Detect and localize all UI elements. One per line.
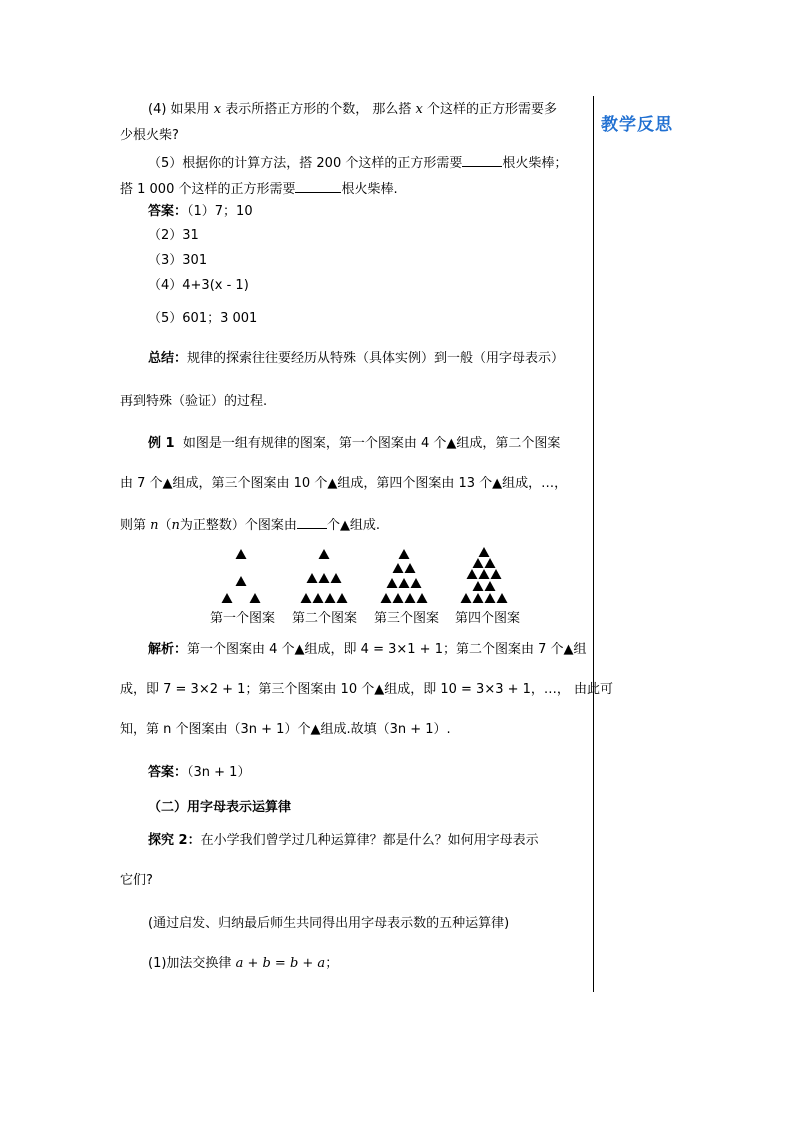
triangle-mark [497, 593, 508, 603]
answer-blank [462, 152, 502, 167]
triangle-mark [222, 593, 233, 603]
figure-label-1: 第一个图案 [210, 611, 276, 626]
answer1-item-4: （4）4+3(x - 1) [148, 278, 249, 293]
figure-label-3: 第三个图案 [374, 611, 440, 626]
answer1-item-2: （2）31 [148, 228, 199, 243]
triangle-mark [387, 578, 398, 588]
explore2-line1: 探究 2：在小学我们曾学过几种运算律？都是什么？如何用字母表示 [148, 833, 539, 848]
triangle-mark [485, 558, 496, 568]
analysis-line2: 成，即 7 = 3×2 + 1；第三个图案由 10 个▲组成，即 10 = 3×3 + 1，…， 由此可 [120, 682, 614, 697]
triangle-mark [399, 549, 410, 559]
example1-line2: 由 7 个▲组成，第三个图案由 10 个▲组成，第四个图案由 13 个▲组成，…， [120, 476, 568, 491]
triangle-mark [313, 593, 324, 603]
triangle-mark [467, 569, 478, 579]
triangle-mark [393, 593, 404, 603]
triangle-mark [479, 569, 490, 579]
explore2-line2: 它们? [120, 873, 153, 888]
triangle-mark [307, 573, 318, 583]
q5-line2: 搭 1 000 个这样的正方形需要 根火柴棒. [120, 178, 398, 200]
answer1-item-3: （3）301 [148, 253, 208, 268]
column-divider [593, 96, 594, 992]
answer1-item-5: （5）601；3 001 [148, 311, 258, 326]
triangle-mark [485, 593, 496, 603]
sidebar-title: 教学反思 [601, 115, 673, 135]
triangle-mark [405, 593, 416, 603]
triangle-mark [381, 593, 392, 603]
law1: (1)加法交换律 a + b = b + a； [148, 956, 339, 971]
triangle-mark [393, 563, 404, 573]
triangle-mark [331, 573, 342, 583]
triangle-mark [301, 593, 312, 603]
answer-blank [297, 514, 327, 529]
pattern-figure [206, 546, 526, 626]
analysis-line1: 解析：第一个图案由 4 个▲组成，即 4 = 3×1 + 1；第二个图案由 7 个▲组 [148, 642, 587, 657]
q4-line2: 少根火柴? [120, 128, 179, 143]
triangle-mark [319, 573, 330, 583]
triangle-mark [325, 593, 336, 603]
q4-line1: (4) 如果用 x 表示所搭正方形的个数， 那么搭 x 个这样的正方形需要多 [148, 102, 557, 117]
q5-line1: （5）根据你的计算方法，搭 200 个这样的正方形需要 根火柴棒； [148, 152, 567, 174]
example1-line3: 则第 n（n为正整数）个图案由 个▲组成. [120, 514, 380, 536]
triangle-mark [473, 593, 484, 603]
triangle-mark [337, 593, 348, 603]
figure-label-2: 第二个图案 [292, 611, 358, 626]
summary-line1: 总结：规律的探索往往要经历从特殊（具体实例）到一般（用字母表示） [148, 351, 565, 366]
triangle-mark [485, 581, 496, 591]
figure-label-4: 第四个图案 [455, 611, 521, 626]
example1-line1: 例 1 如图是一组有规律的图案，第一个图案由 4 个▲组成，第二个图案 [148, 436, 561, 451]
answer-blank [295, 178, 341, 193]
triangle-patterns [206, 546, 526, 606]
triangle-mark [479, 547, 490, 557]
triangle-mark [399, 578, 410, 588]
answer1-item-1: 答案：（1）7；10 [148, 204, 253, 219]
guide-text: (通过启发、归纳最后师生共同得出用字母表示数的五种运算律) [148, 916, 510, 931]
triangle-mark [417, 593, 428, 603]
section2-title: （二）用字母表示运算律 [148, 800, 292, 815]
answer2: 答案：（3n + 1） [148, 765, 251, 780]
triangle-mark [236, 576, 247, 586]
triangle-mark [411, 578, 422, 588]
triangle-mark [461, 593, 472, 603]
triangle-mark [236, 549, 247, 559]
triangle-mark [491, 569, 502, 579]
triangle-mark [405, 563, 416, 573]
triangle-mark [250, 593, 261, 603]
triangle-mark [473, 558, 484, 568]
analysis-line3: 知，第 n 个图案由（3n + 1）个▲组成.故填（3n + 1）. [120, 722, 451, 737]
triangle-mark [473, 581, 484, 591]
summary-line2: 再到特殊（验证）的过程. [120, 394, 268, 409]
triangle-mark [319, 549, 330, 559]
